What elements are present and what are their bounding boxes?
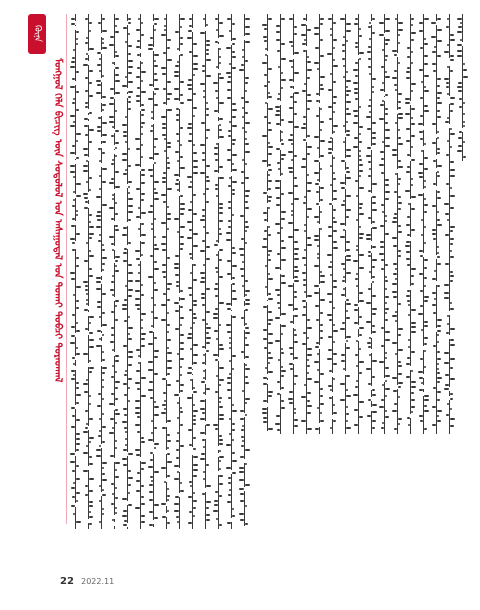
text-line: [392, 14, 403, 434]
page-number: 22: [60, 576, 74, 587]
text-line: [213, 14, 224, 529]
text-line: [262, 14, 273, 434]
body-text-column-right: [262, 14, 472, 434]
text-line: [135, 14, 146, 529]
text-line: [200, 14, 211, 529]
text-line: [239, 14, 250, 529]
text-line: [353, 14, 364, 434]
text-line: [148, 14, 159, 529]
text-line: [366, 14, 377, 434]
section-tab: [28, 14, 46, 54]
text-line: [418, 14, 429, 434]
text-line: [83, 14, 94, 529]
text-line: [431, 14, 442, 434]
body-text-column-left: [70, 14, 250, 529]
text-line: [379, 14, 390, 434]
title-divider: [66, 14, 67, 524]
text-line: [444, 14, 455, 434]
section-label: ᠭᠦᠨᠡ: [32, 25, 42, 43]
text-line: [226, 14, 237, 529]
text-line: [70, 14, 81, 529]
text-line: [340, 14, 351, 434]
text-line: [275, 14, 286, 434]
text-line: [327, 14, 338, 434]
text-line: [405, 14, 416, 434]
page-footer: [60, 576, 114, 587]
text-line: [301, 14, 312, 434]
text-line: [314, 14, 325, 434]
text-line: [288, 14, 299, 434]
text-line: [109, 14, 120, 529]
issue-date: 2022.11: [81, 577, 115, 586]
text-line: [457, 14, 468, 161]
article-title: ᠮᠣᠩᠭᠣᠯ ᠬᠡᠯᠡ ᠪᠢᠴᠢᠭ ᠦᠨ ᠰᠤᠳᠤᠯᠤᠯ ᠤᠨ ᠠᠰᠠᠭᠤᠳᠠᠯ ᠤᠨ ᠲᠤᠬᠠᠢ ᠲᠣᠪᠴᠢ ᠳᠤᠷᠠᠳᠬᠠᠯ: [52, 58, 63, 383]
text-line: [122, 14, 133, 529]
text-line: [174, 14, 185, 529]
text-line: [187, 14, 198, 529]
text-line: [96, 14, 107, 529]
text-line: [161, 14, 172, 529]
